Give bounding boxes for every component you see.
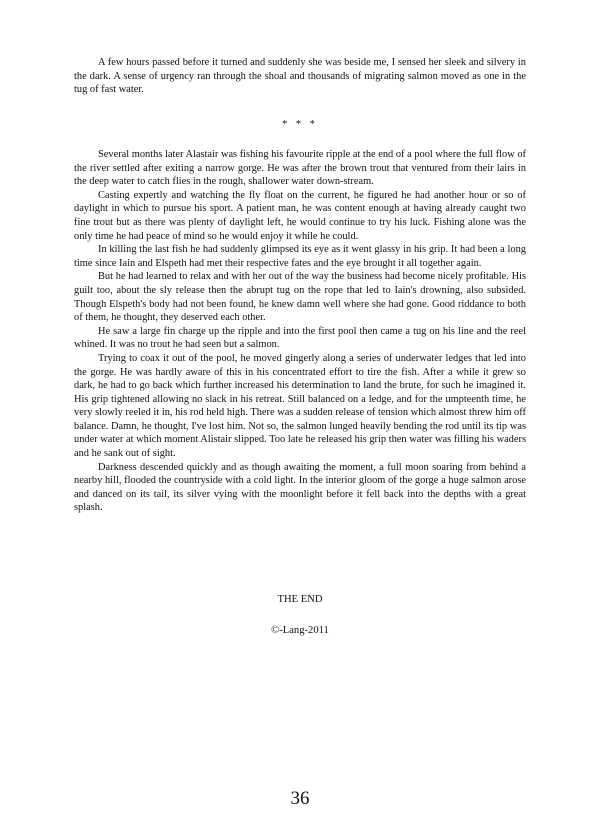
paragraph: He saw a large fin charge up the ripple and into the first pool then came a tug on his line and the reel whined. It was no trout he had seen but a salmon.	[74, 325, 526, 351]
main-section	[74, 148, 526, 515]
page-number: 36	[290, 788, 310, 809]
paragraph: Casting expertly and watching the fly float on the current, he figured he had another hour or so of daylight in which to pursue his sport. A patient man, he was content enough at having already caught two fine trout but as there was plenty of daylight left, he would continue to try his luck. Fishing alone was the only time he had peace of mind so he would enjoy it while he could.	[74, 189, 526, 242]
paragraph: Darkness descended quickly and as though awaiting the moment, a full moon soaring from behind a nearby hill, flooded the countryside with a cold light. In the interior gloom of the gorge a huge salmon arose and danced on its tail, its silver vying with the moonlight before it fell back into the depths with a great splash.	[74, 461, 526, 514]
paragraph: A few hours passed before it turned and suddenly she was beside me, I sensed her sleek and silvery in the dark. A sense of urgency ran through the shoal and thousands of migrating salmon moved as one in the tug of fast water.	[74, 57, 526, 96]
paragraph: Trying to coax it out of the pool, he moved gingerly along a series of underwater ledges that led into the gorge. He was hardly aware of this in his concentrated effort to tire the fish. After a while it grew so dark, he had to go back which further increased his determination to land the brute, for such he imagined it. His grip tightened allowing no slack in his retreat. Still balanced on a ledge, and for the umpteenth time, he very slowly reeled it in, his rod held high. There was a sudden release of tension which almost threw him off balance. Damn, he thought, I've lost him. Not so, the salmon lunged heavily bending the rod until its tip was under water at which moment Alistair slipped. Too late he released his grip then water was filling his waders and he sank out of sight.	[74, 352, 526, 460]
opening-section	[74, 56, 526, 97]
copyright-notice: ©-Lang-2011	[271, 625, 329, 636]
paragraph: In killing the last fish he had suddenly glimpsed its eye as it went glassy in his grip. It had been a long time since Iain and Elspeth had met their respective fates and the eye brought it all together again.	[74, 244, 526, 269]
paragraph: Several months later Alastair was fishing his favourite ripple at the end of a pool where the full flow of the river settled after exiting a narrow gorge. He was after the brown trout that ventured from their lairs in the deep water to catch flies in the rough, shallower water down-stream.	[74, 149, 526, 188]
section-separator: * * *	[282, 119, 318, 130]
paragraph: But he had learned to relax and with her out of the way the business had become nicely profitable. His guilt too, about the sly release then the abrupt tug on the rope that led to Iain's drowning, also subsided. Though Elspeth's body had not been found, he knew damn well where she had gone. Good riddance to both of them, he thought, they deserved each other.	[74, 271, 526, 324]
the-end-heading: THE END	[277, 594, 323, 605]
